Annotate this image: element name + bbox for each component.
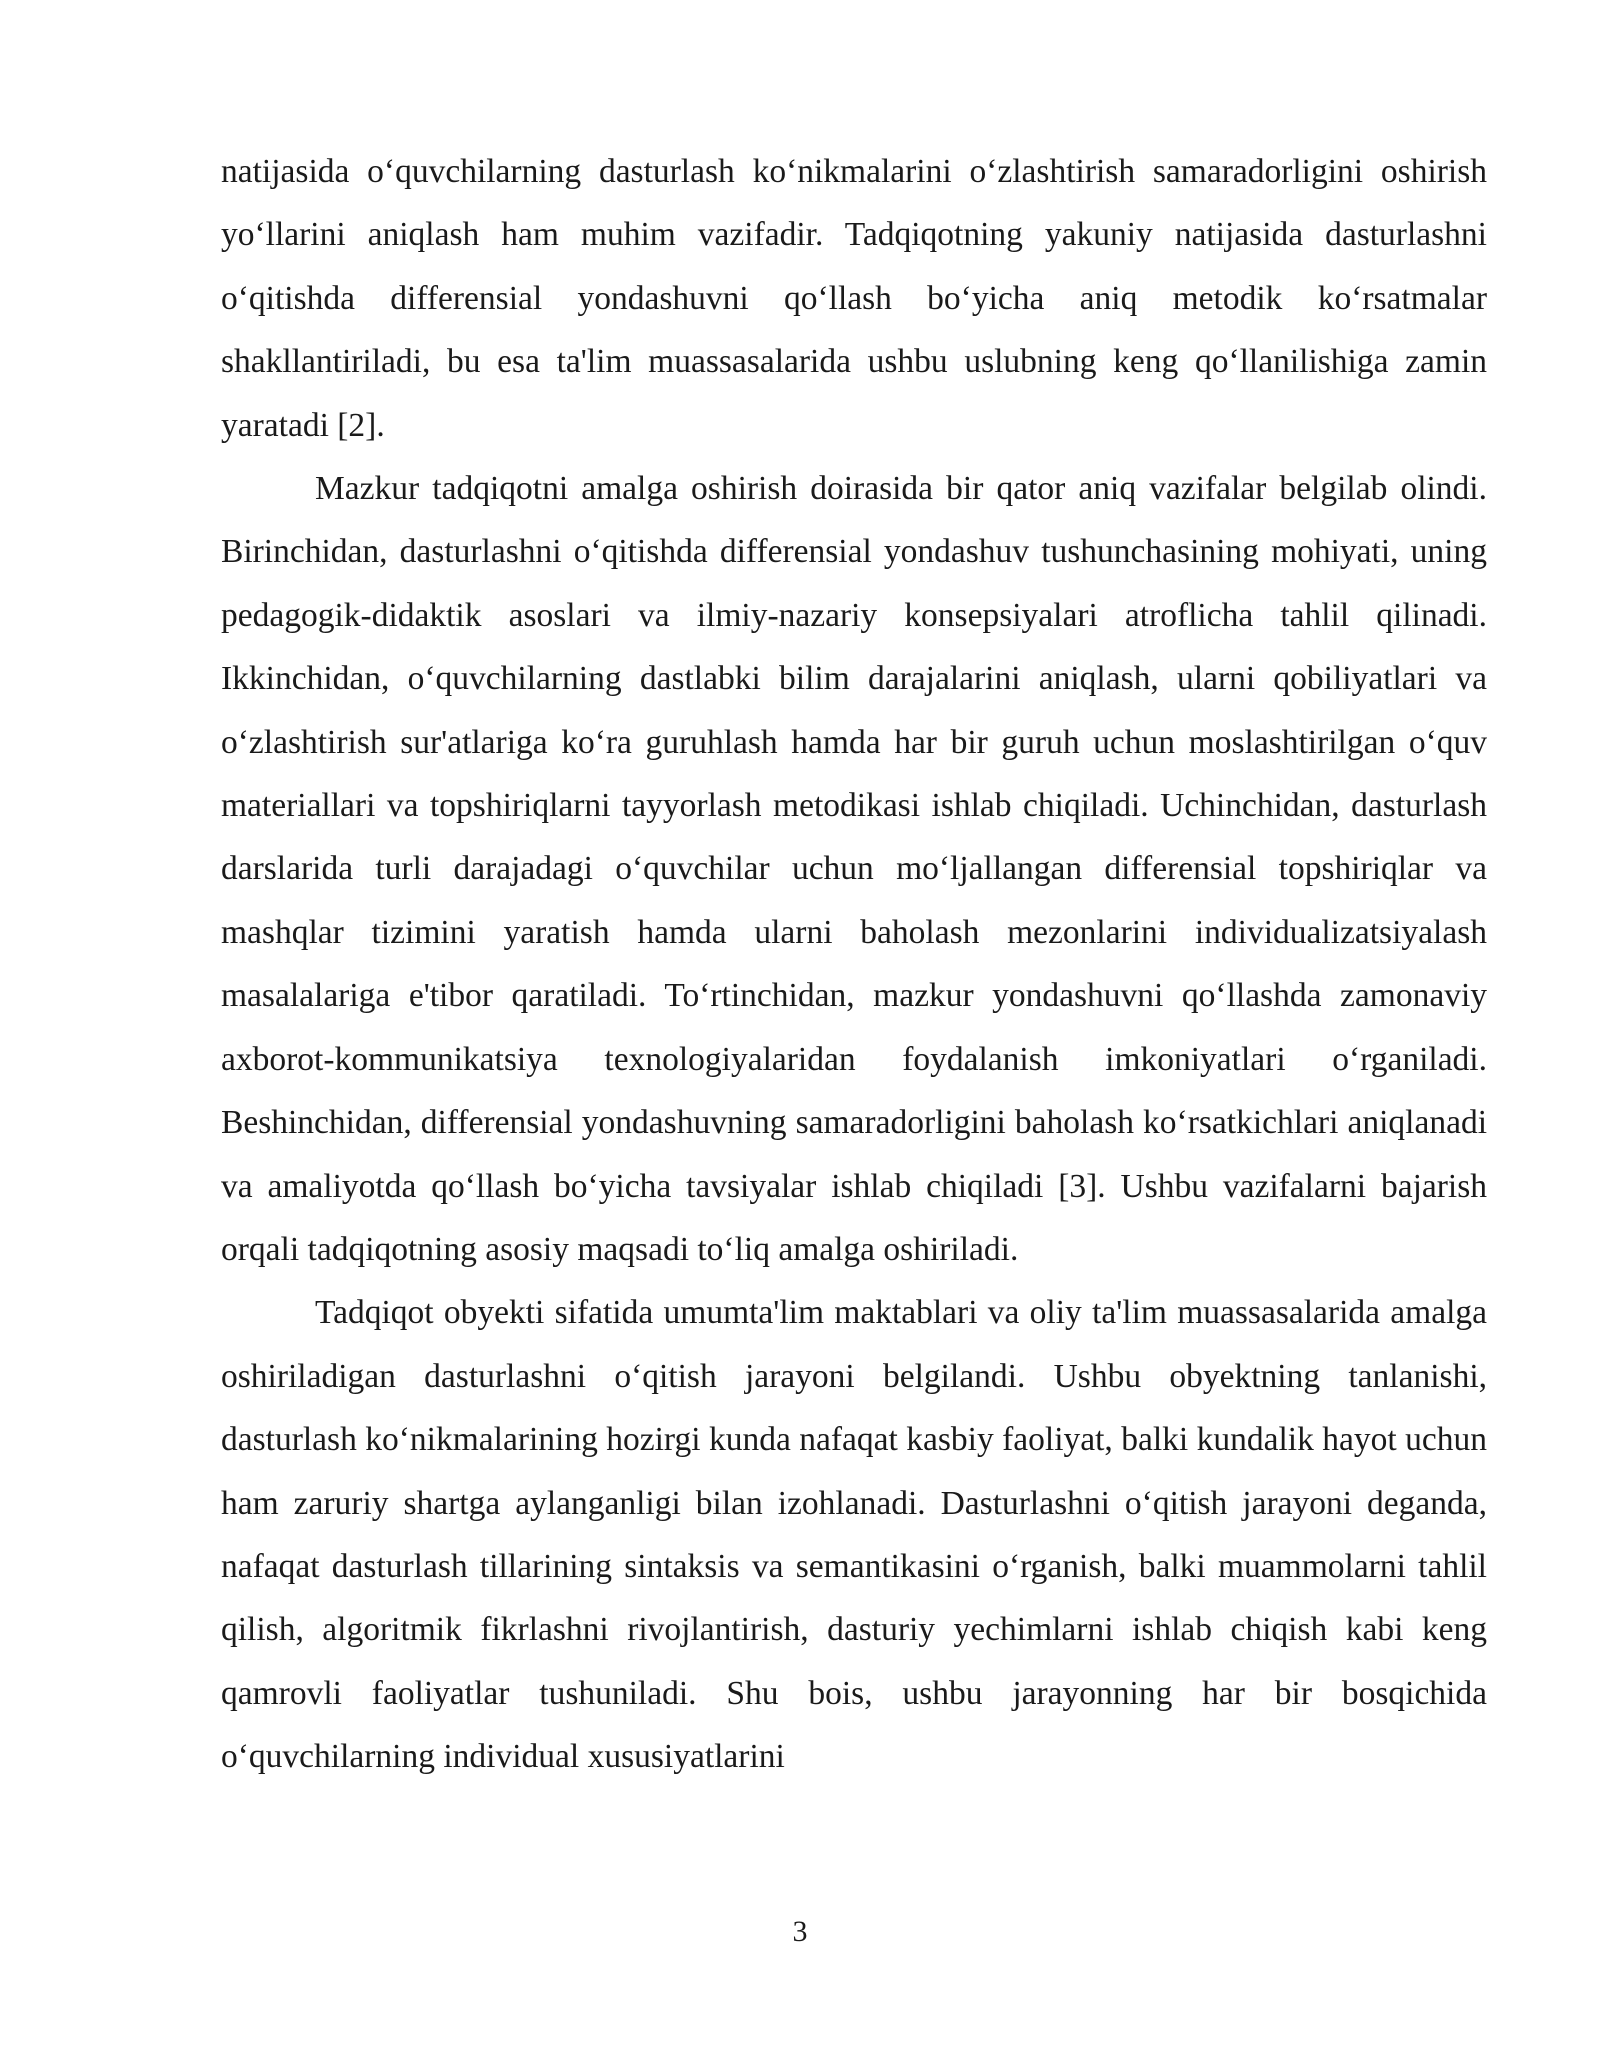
paragraph-research-object: Tadqiqot obyekti sifatida umumta'lim maktablari va oliy ta'lim muassasalarida amalga oshiriladigan dasturlashni o‘qitish jarayoni belgilandi. Ushbu obyektning tanlanishi, dasturlash ko‘nikmalarining hozirgi kunda nafaqat kasbiy faoliyat, balki kundalik hayot uchun ham zaruriy shartga aylanganligi bilan izohlanadi. Dasturlashni o‘qitish jarayoni deganda, nafaqat dasturlash tillarining sintaksis va semantikasini o‘rganish, balki muammolarni tahlil qilish, algoritmik fikrlashni rivojlantirish, dasturiy yechimlarni ishlab chiqish kabi keng qamrovli faoliyatlar tushuniladi. Shu bois, ushbu jarayonning har bir bosqichida o‘quvchilarning individual xususiyatlarini xyxy=(221,1294,1487,1776)
paragraph-continued: natijasida o‘quvchilarning dasturlash ko‘nikmalarini o‘zlashtirish samaradorligini oshirish yo‘llarini aniqlash ham muhim vazifadir. Tadqiqotning yakuniy natijasida dasturlashni o‘qitishda differensial yondashuvni qo‘llash bo‘yicha aniq metodik ko‘rsatmalar shakllantiriladi, bu esa ta'lim muassasalarida ushbu uslubning keng qo‘llanilishiga zamin yaratadi [2]. xyxy=(221,153,1487,444)
body-text xyxy=(221,140,1487,1789)
paragraph-tasks: Mazkur tadqiqotni amalga oshirish doirasida bir qator aniq vazifalar belgilab olindi. Birinchidan, dasturlashni o‘qitishda differensial yondashuv tushunchasining mohiyati, uning pedagogik-didaktik asoslari va ilmiy-nazariy konsepsiyalari atroflicha tahlil qilinadi. Ikkinchidan, o‘quvchilarning dastlabki bilim darajalarini aniqlash, ularni qobiliyatlari va o‘zlashtirish sur'atlariga ko‘ra guruhlash hamda har bir guruh uchun moslashtirilgan o‘quv materiallari va topshiriqlarni tayyorlash metodikasi ishlab chiqiladi. Uchinchidan, dasturlash darslarida turli darajadagi o‘quvchilar uchun mo‘ljallangan differensial topshiriqlar va mashqlar tizimini yaratish hamda ularni baholash mezonlarini individualizatsiyalash masalalariga e'tibor qaratiladi. To‘rtinchidan, mazkur yondashuvni qo‘llashda zamonaviy axborot-kommunikatsiya texnologiyalaridan foydalanish imkoniyatlari o‘rganiladi. Beshinchidan, differensial yondashuvning samaradorligini baholash ko‘rsatkichlari aniqlanadi va amaliyotda qo‘llash bo‘yicha tavsiyalar ishlab chiqiladi [3]. Ushbu vazifalarni bajarish orqali tadqiqotning asosiy maqsadi to‘liq amalga oshiriladi. xyxy=(221,470,1487,1268)
page-number: 3 xyxy=(792,1915,808,1948)
